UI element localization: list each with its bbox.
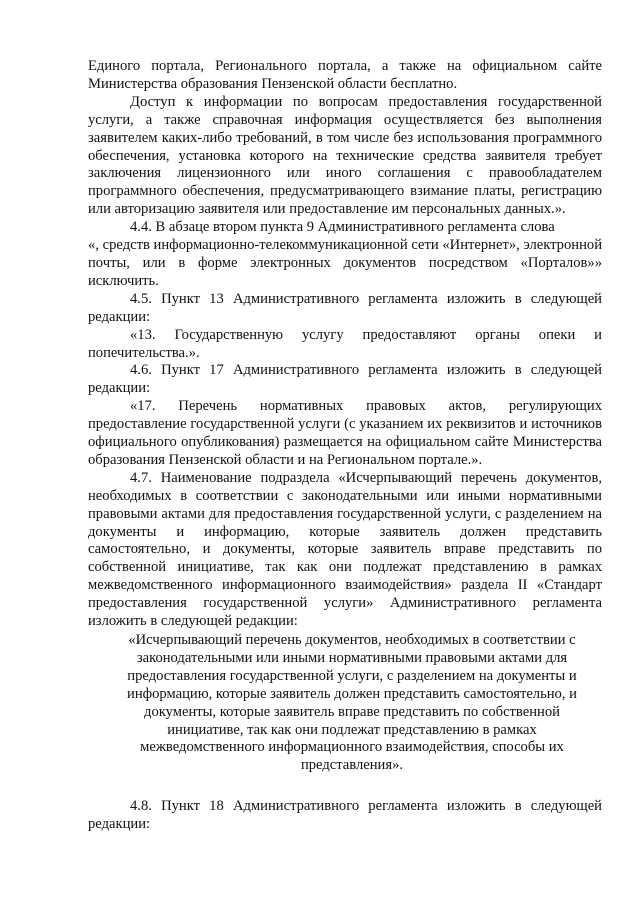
paragraph-information-access: Доступ к информации по вопросам предоставления государственной услуги, а также справочная информация осуществляется без выполнения заявителем каких-либо требований, в том числе без использования программного обеспечения, установка которого на технические средства заявителя требует заключения лицензионного или иного соглашения с правообладателем программного обеспечения, предусматривающего взимание платы, регистрацию или авторизацию заявителя или предоставление им персональных данных.». xyxy=(88,93,602,218)
paragraph-item-4-5: 4.5. Пункт 13 Административного регламента изложить в следующей редакции: xyxy=(88,290,602,325)
paragraph-item-4-6: 4.6. Пункт 17 Административного регламента изложить в следующей редакции: xyxy=(88,362,602,397)
document-page xyxy=(88,58,602,834)
paragraph-item-4-7: 4.7. Наименование подраздела «Исчерпывающий перечень документов, необходимых в соответствии с законодательными или иными нормативными правовыми актами для предоставления государственной услуги, с разделением на документы и информацию, которые заявитель должен представить самостоятельно, и документы, которые заявитель вправе представить по собственной инициативе, так как они подлежат представлению в рамках межведомственного информационного взаимодействия» раздела II «Стандарт предоставления государственной услуги» Административного регламента изложить в следующей редакции: xyxy=(88,469,602,630)
paragraph-continuation: Единого портала, Регионального портала, а также на официальном сайте Министерства образования Пензенской области бесплатно. xyxy=(88,58,602,92)
paragraph-item-4-4: 4.4. В абзаце втором пункта 9 Административного регламента слова xyxy=(130,219,555,236)
paragraph-item-4-5-quote: «13. Государственную услугу предоставляют органы опеки и попечительства.». xyxy=(88,326,602,361)
paragraph-item-4-7-heading-quote: «Исчерпывающий перечень документов, необходимых в соответствии с законодательными или иными нормативными правовыми актами для предоставления государственной услуги, с разделением на документы и информацию, которые заявитель должен представить самостоятельно, и документы, которые заявитель вправе представить по собственной инициативе, так как они подлежат представлению в рамках межведомственного информационного взаимодействия, способы их представления». xyxy=(127,632,577,774)
paragraph-item-4-8: 4.8. Пункт 18 Административного регламента изложить в следующей редакции: xyxy=(88,798,602,833)
paragraph-item-4-6-quote: «17. Перечень нормативных правовых актов, регулирующих предоставление государственной услуги (с указанием их реквизитов и источников официального опубликования) размещается на официальном сайте Министерства образования Пензенской области и на Региональном портале.». xyxy=(88,398,602,468)
paragraph-item-4-4-quote: «, средств информационно-телекоммуникационной сети «Интернет», электронной почты, или в форме электронных документов посредством «Порталов»» исключить. xyxy=(88,237,602,289)
